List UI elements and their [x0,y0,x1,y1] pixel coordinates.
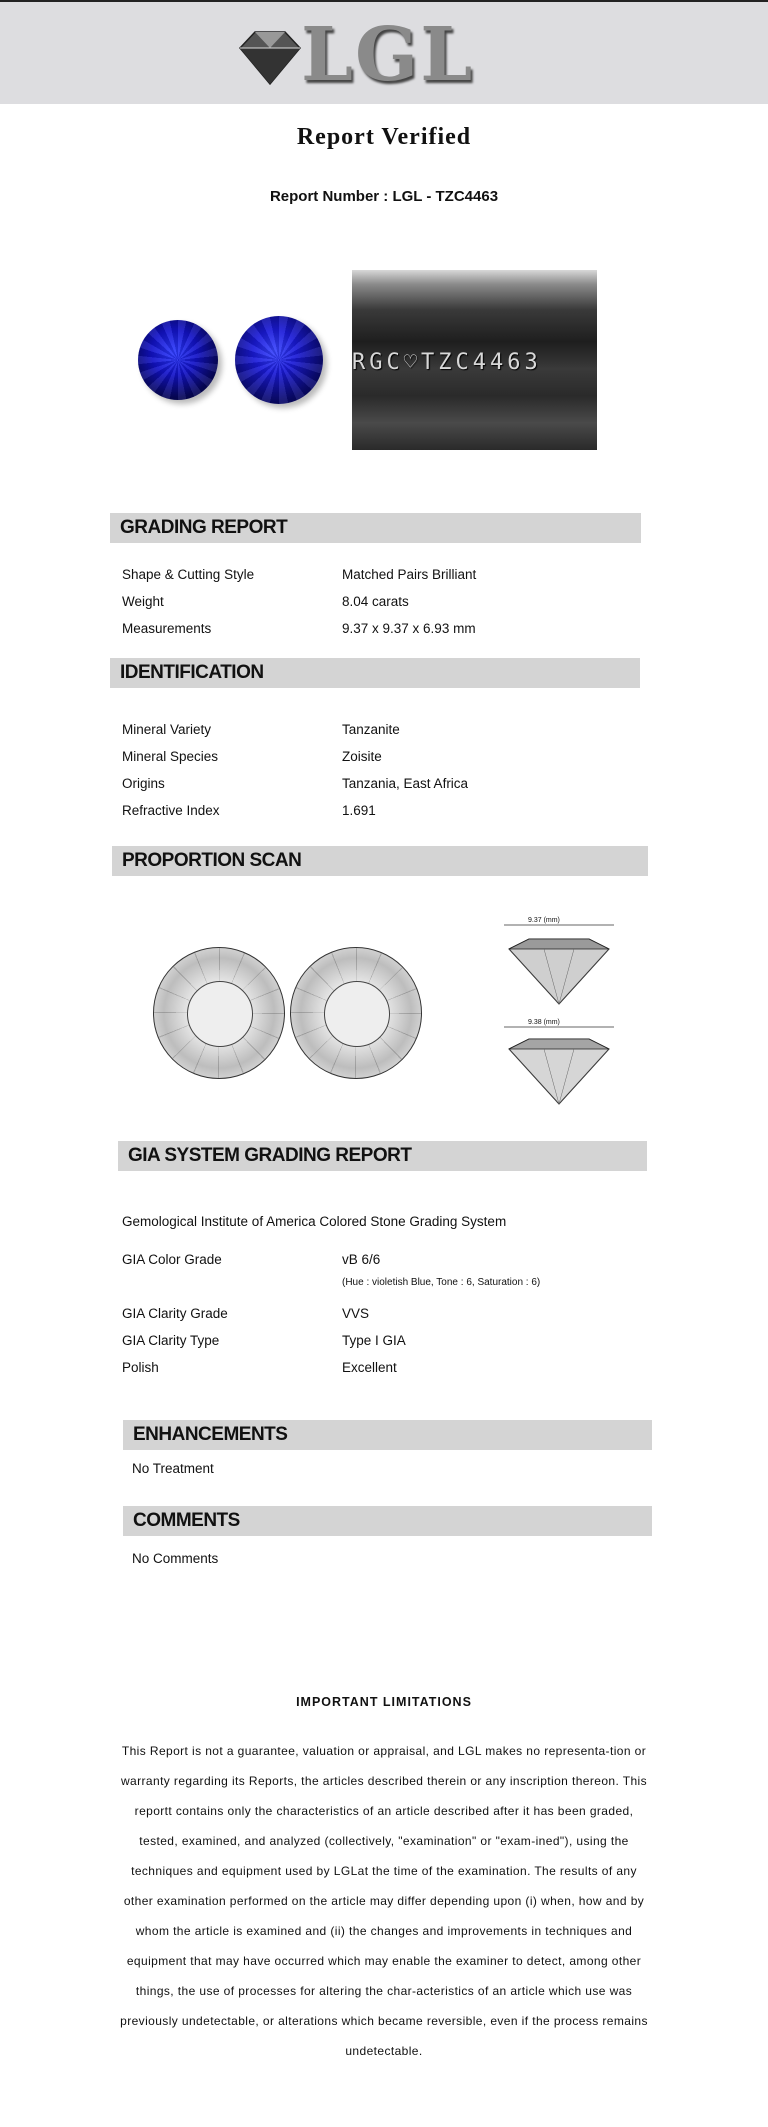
gia-row-label: GIA Clarity Grade [122,1306,228,1321]
identification-row-label: Refractive Index [122,803,220,818]
page-title: Report Verified [296,124,472,150]
identification-row-label: Origins [122,776,165,791]
inscription-photo [352,270,597,450]
identification-row-value: Tanzanite [342,722,400,737]
gia-heading: GIA SYSTEM GRADING REPORT [128,1145,412,1166]
gia-row-label: Polish [122,1360,159,1375]
identification-bar [110,658,640,688]
proportion-scan-heading: PROPORTION SCAN [122,850,302,871]
identification-row-value: Zoisite [342,749,382,764]
gia-row-value: vB 6/6 [342,1252,381,1267]
enhancements-text: No Treatment [132,1461,214,1476]
inscription-text: RGC♡TZC4463 [352,350,542,375]
grading-row-value: 9.37 x 9.37 x 6.93 mm [342,621,476,636]
gia-color-note: (Hue : violetish Blue, Tone : 6, Saturation : 6) [342,1277,541,1288]
proportion-scan-profiles [474,905,644,1118]
comments-bar [123,1506,652,1536]
grading-report-heading: GRADING REPORT [120,517,288,538]
crown-diagram-right [290,947,422,1079]
gia-row-value: VVS [342,1306,370,1321]
grading-row-value: Matched Pairs Brilliant [342,567,477,582]
gia-row-label: GIA Clarity Type [122,1333,220,1348]
gia-system-text: Gemological Institute of America Colored Stone Grading System [122,1214,507,1229]
limitations-text: This Report is not a guarantee, valuation or appraisal, and LGL makes no representa-tion or warranty regarding its Reports, the articles described therein or any inscription thereon. This reportt contains only the characteristics of an article described after it has been graded, tested, examined, and analyzed (collectively, "examination" or "exam-ined"), using the techniques and equipment used by LGLat the time of the examination. The results of any other examination performed on the article may differ depending upon (i) when, how and by whom the article is examined and (ii) the changes and improvements in techniques and equipment that may have occurred which may enable the examiner to detect, among other things, the use of processes for altering the char-acteristics of an article which use was previously undetectable, or alterations which became reversible, even if the process remains undetectable. [120,1744,648,2058]
identification-row-value: 1.691 [342,803,376,818]
bottom-width-label: 9.38 (mm) [528,1019,560,1026]
identification-row-label: Mineral Variety [122,722,212,737]
gemstone-photo [133,270,326,460]
gia-row-value: Type I GIA [342,1333,406,1348]
enhancements-bar [123,1420,652,1450]
grading-row-label: Shape & Cutting Style [122,567,255,582]
gia-row-value: Excellent [342,1360,397,1375]
grading-row-value: 8.04 carats [342,594,409,609]
lgl-logo[interactable] [233,12,488,98]
top-width-label: 9.37 (mm) [528,917,560,924]
site-header [0,2,768,104]
diamond-logo-icon [235,28,305,88]
proportion-scan-crowns [118,905,448,1118]
grading-report-bar [110,513,641,543]
enhancements-heading: ENHANCEMENTS [133,1424,288,1445]
logo-text: LGL [301,12,475,98]
gia-row-label: GIA Color Grade [122,1252,222,1267]
comments-heading: COMMENTS [133,1510,240,1531]
gia-bar [118,1141,647,1171]
gemstone-left [138,320,218,400]
limitations-heading: IMPORTANT LIMITATIONS [296,1695,472,1709]
crown-diagram-left [153,947,285,1079]
grading-row-label: Weight [122,594,164,609]
comments-text: No Comments [132,1551,219,1566]
identification-row-value: Tanzania, East Africa [342,776,469,791]
gemstone-right [235,316,323,404]
report-number: Report Number : LGL - TZC4463 [269,188,499,205]
identification-row-label: Mineral Species [122,749,219,764]
proportion-scan-bar [112,846,648,876]
identification-heading: IDENTIFICATION [120,662,264,683]
grading-row-label: Measurements [122,621,212,636]
